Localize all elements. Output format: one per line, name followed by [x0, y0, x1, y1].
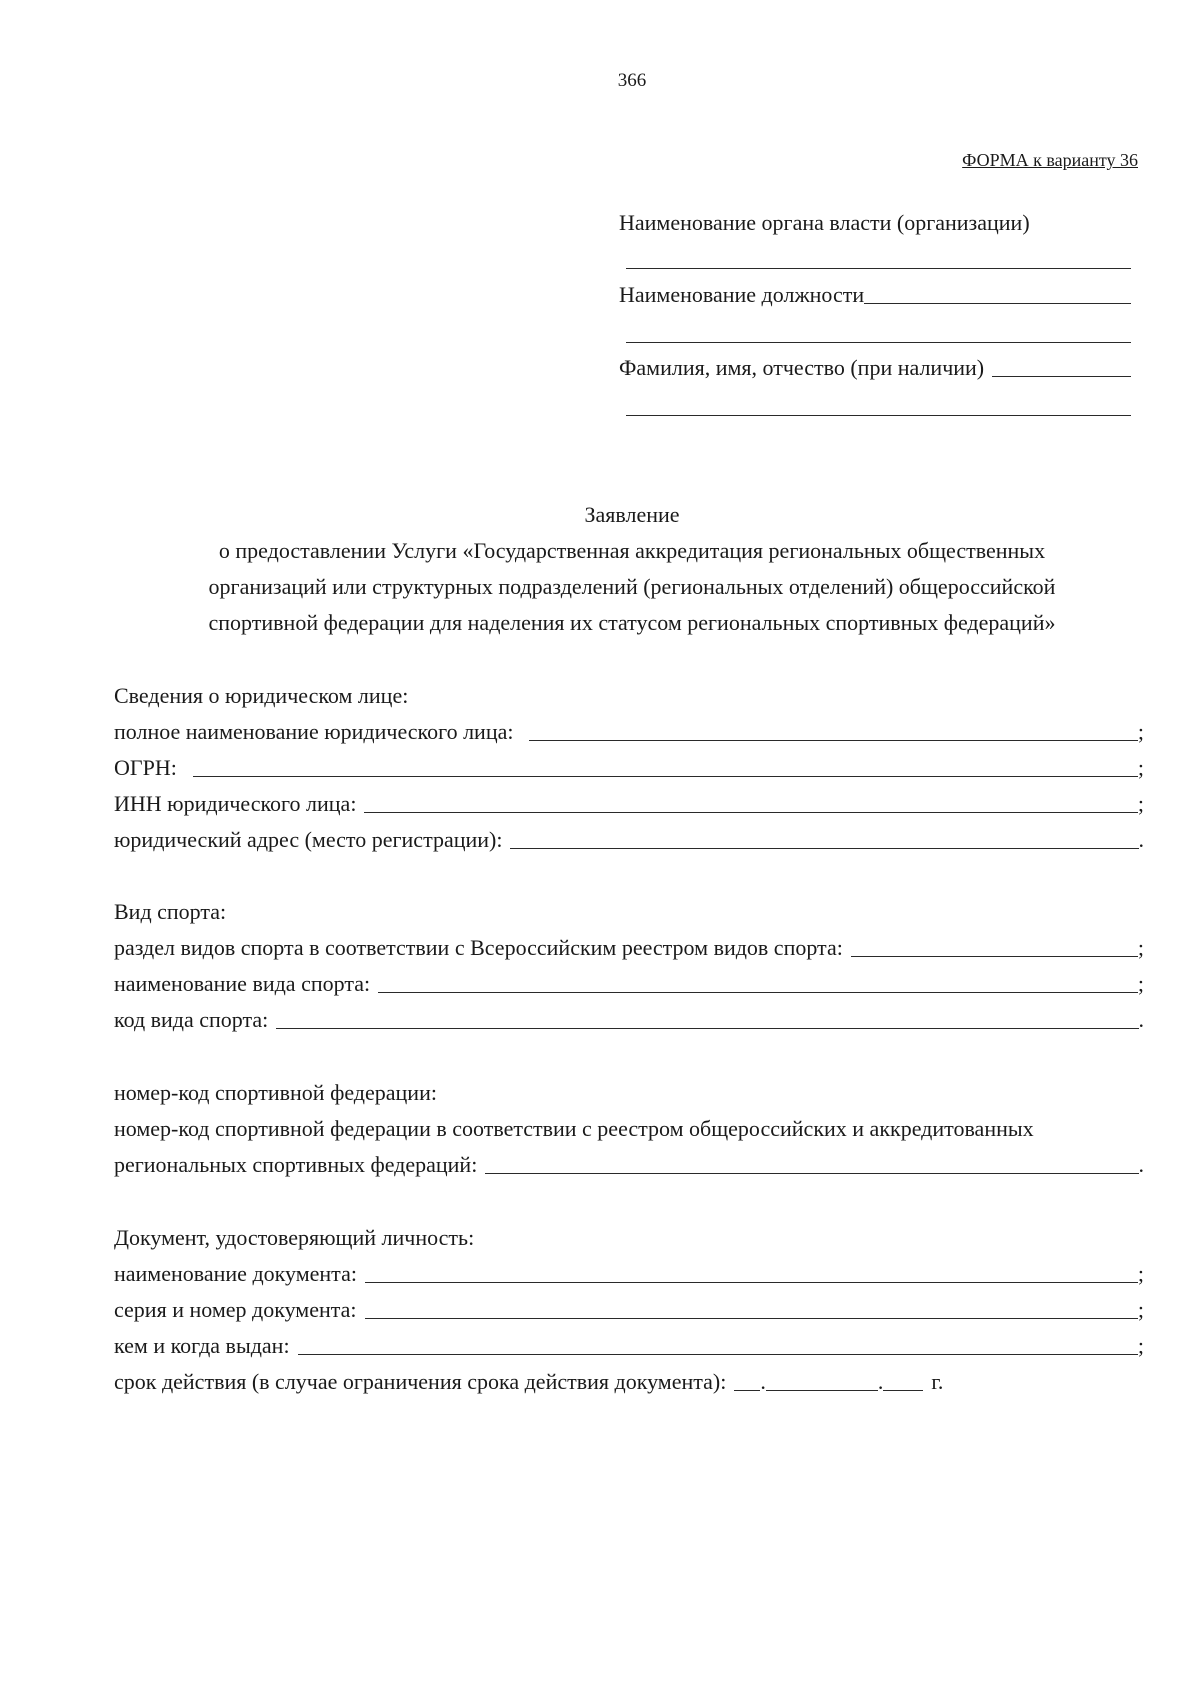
- inn-label: ИНН юридического лица:: [114, 791, 357, 816]
- fullname-label: Фамилия, имя, отчество (при наличии): [619, 355, 985, 380]
- doc-issued-field[interactable]: [298, 1354, 1138, 1355]
- sport-name-row: [114, 971, 1144, 997]
- title-line-2: организаций или структурных подразделений (региональных отделений) общероссийской: [208, 574, 1056, 599]
- punct: ;: [1137, 1297, 1144, 1322]
- legal-entity-heading: Сведения о юридическом лице:: [114, 683, 409, 708]
- doc-validity-row: [114, 1369, 943, 1395]
- position-field-2[interactable]: [626, 342, 1131, 343]
- identity-heading: Документ, удостоверяющий личность:: [114, 1225, 475, 1250]
- doc-series-row: [114, 1297, 1144, 1323]
- federation-code-field[interactable]: [485, 1173, 1138, 1174]
- validity-year-field[interactable]: [883, 1390, 923, 1391]
- federation-code-label: региональных спортивных федераций:: [114, 1152, 478, 1177]
- validity-month-field[interactable]: [766, 1390, 878, 1391]
- punct: ;: [1137, 791, 1144, 816]
- inn-field[interactable]: [364, 812, 1137, 813]
- punct: .: [1138, 827, 1144, 852]
- legal-full-name-field[interactable]: [529, 740, 1137, 741]
- authority-label: Наименование органа власти (организации): [619, 210, 1030, 235]
- inn-row: [114, 791, 1144, 817]
- fullname-row: [619, 355, 1131, 381]
- punct: .: [1138, 1007, 1144, 1032]
- punct: ;: [1137, 971, 1144, 996]
- address-row: [114, 827, 1144, 853]
- page-number: 366: [617, 70, 647, 91]
- sport-section-field[interactable]: [851, 956, 1138, 957]
- sport-code-label: код вида спорта:: [114, 1007, 269, 1032]
- sport-name-field[interactable]: [378, 992, 1138, 993]
- authority-field[interactable]: [626, 268, 1131, 269]
- punct: .: [1138, 1152, 1144, 1177]
- sport-section-label: раздел видов спорта в соответствии с Всероссийским реестром видов спорта:: [114, 935, 843, 960]
- doc-issued-row: [114, 1333, 1144, 1359]
- federation-code-row: [114, 1152, 1144, 1178]
- year-suffix: г.: [931, 1369, 944, 1394]
- doc-issued-label: кем и когда выдан:: [114, 1333, 290, 1358]
- address-field[interactable]: [510, 848, 1138, 849]
- sport-section-row: [114, 935, 1144, 961]
- doc-name-field[interactable]: [365, 1282, 1138, 1283]
- punct: ;: [1137, 1261, 1144, 1286]
- punct: ;: [1137, 935, 1144, 960]
- position-field[interactable]: [864, 303, 1131, 304]
- fullname-field[interactable]: [992, 376, 1131, 377]
- federation-heading: номер-код спортивной федерации:: [114, 1080, 437, 1105]
- federation-line-1: номер-код спортивной федерации в соответствии с реестром общероссийских и аккредитованных: [114, 1116, 1034, 1141]
- legal-full-name-row: [114, 719, 1144, 745]
- punct: .: [760, 1369, 766, 1394]
- ogrn-row: [114, 755, 1144, 781]
- ogrn-label: ОГРН:: [114, 755, 177, 780]
- punct: ;: [1137, 719, 1144, 744]
- punct: .: [877, 1369, 884, 1394]
- doc-series-field[interactable]: [365, 1318, 1138, 1319]
- ogrn-field[interactable]: [193, 776, 1138, 777]
- sport-heading: Вид спорта:: [114, 899, 227, 924]
- doc-series-label: серия и номер документа:: [114, 1297, 357, 1322]
- position-row: [619, 282, 1131, 308]
- doc-validity-label: срок действия (в случае ограничения срока действия документа):: [114, 1369, 727, 1394]
- sport-name-label: наименование вида спорта:: [114, 971, 371, 996]
- doc-name-label: наименование документа:: [114, 1261, 357, 1286]
- sport-code-field[interactable]: [276, 1028, 1138, 1029]
- title-line-1: о предоставлении Услуги «Государственная аккредитация региональных общественных: [218, 538, 1046, 563]
- validity-day-field[interactable]: [734, 1390, 760, 1391]
- fullname-field-2[interactable]: [626, 415, 1131, 416]
- punct: ;: [1137, 755, 1144, 780]
- legal-full-name-label: полное наименование юридического лица:: [114, 719, 514, 744]
- title-line-3: спортивной федерации для наделения их статусом региональных спортивных федераций»: [208, 610, 1056, 635]
- form-label: ФОРМА к варианту 36: [962, 150, 1138, 170]
- doc-name-row: [114, 1261, 1144, 1287]
- position-label: Наименование должности: [619, 282, 865, 307]
- sport-code-row: [114, 1007, 1144, 1033]
- punct: ;: [1137, 1333, 1144, 1358]
- document-title: Заявление: [584, 502, 680, 527]
- address-label: юридический адрес (место регистрации):: [114, 827, 503, 852]
